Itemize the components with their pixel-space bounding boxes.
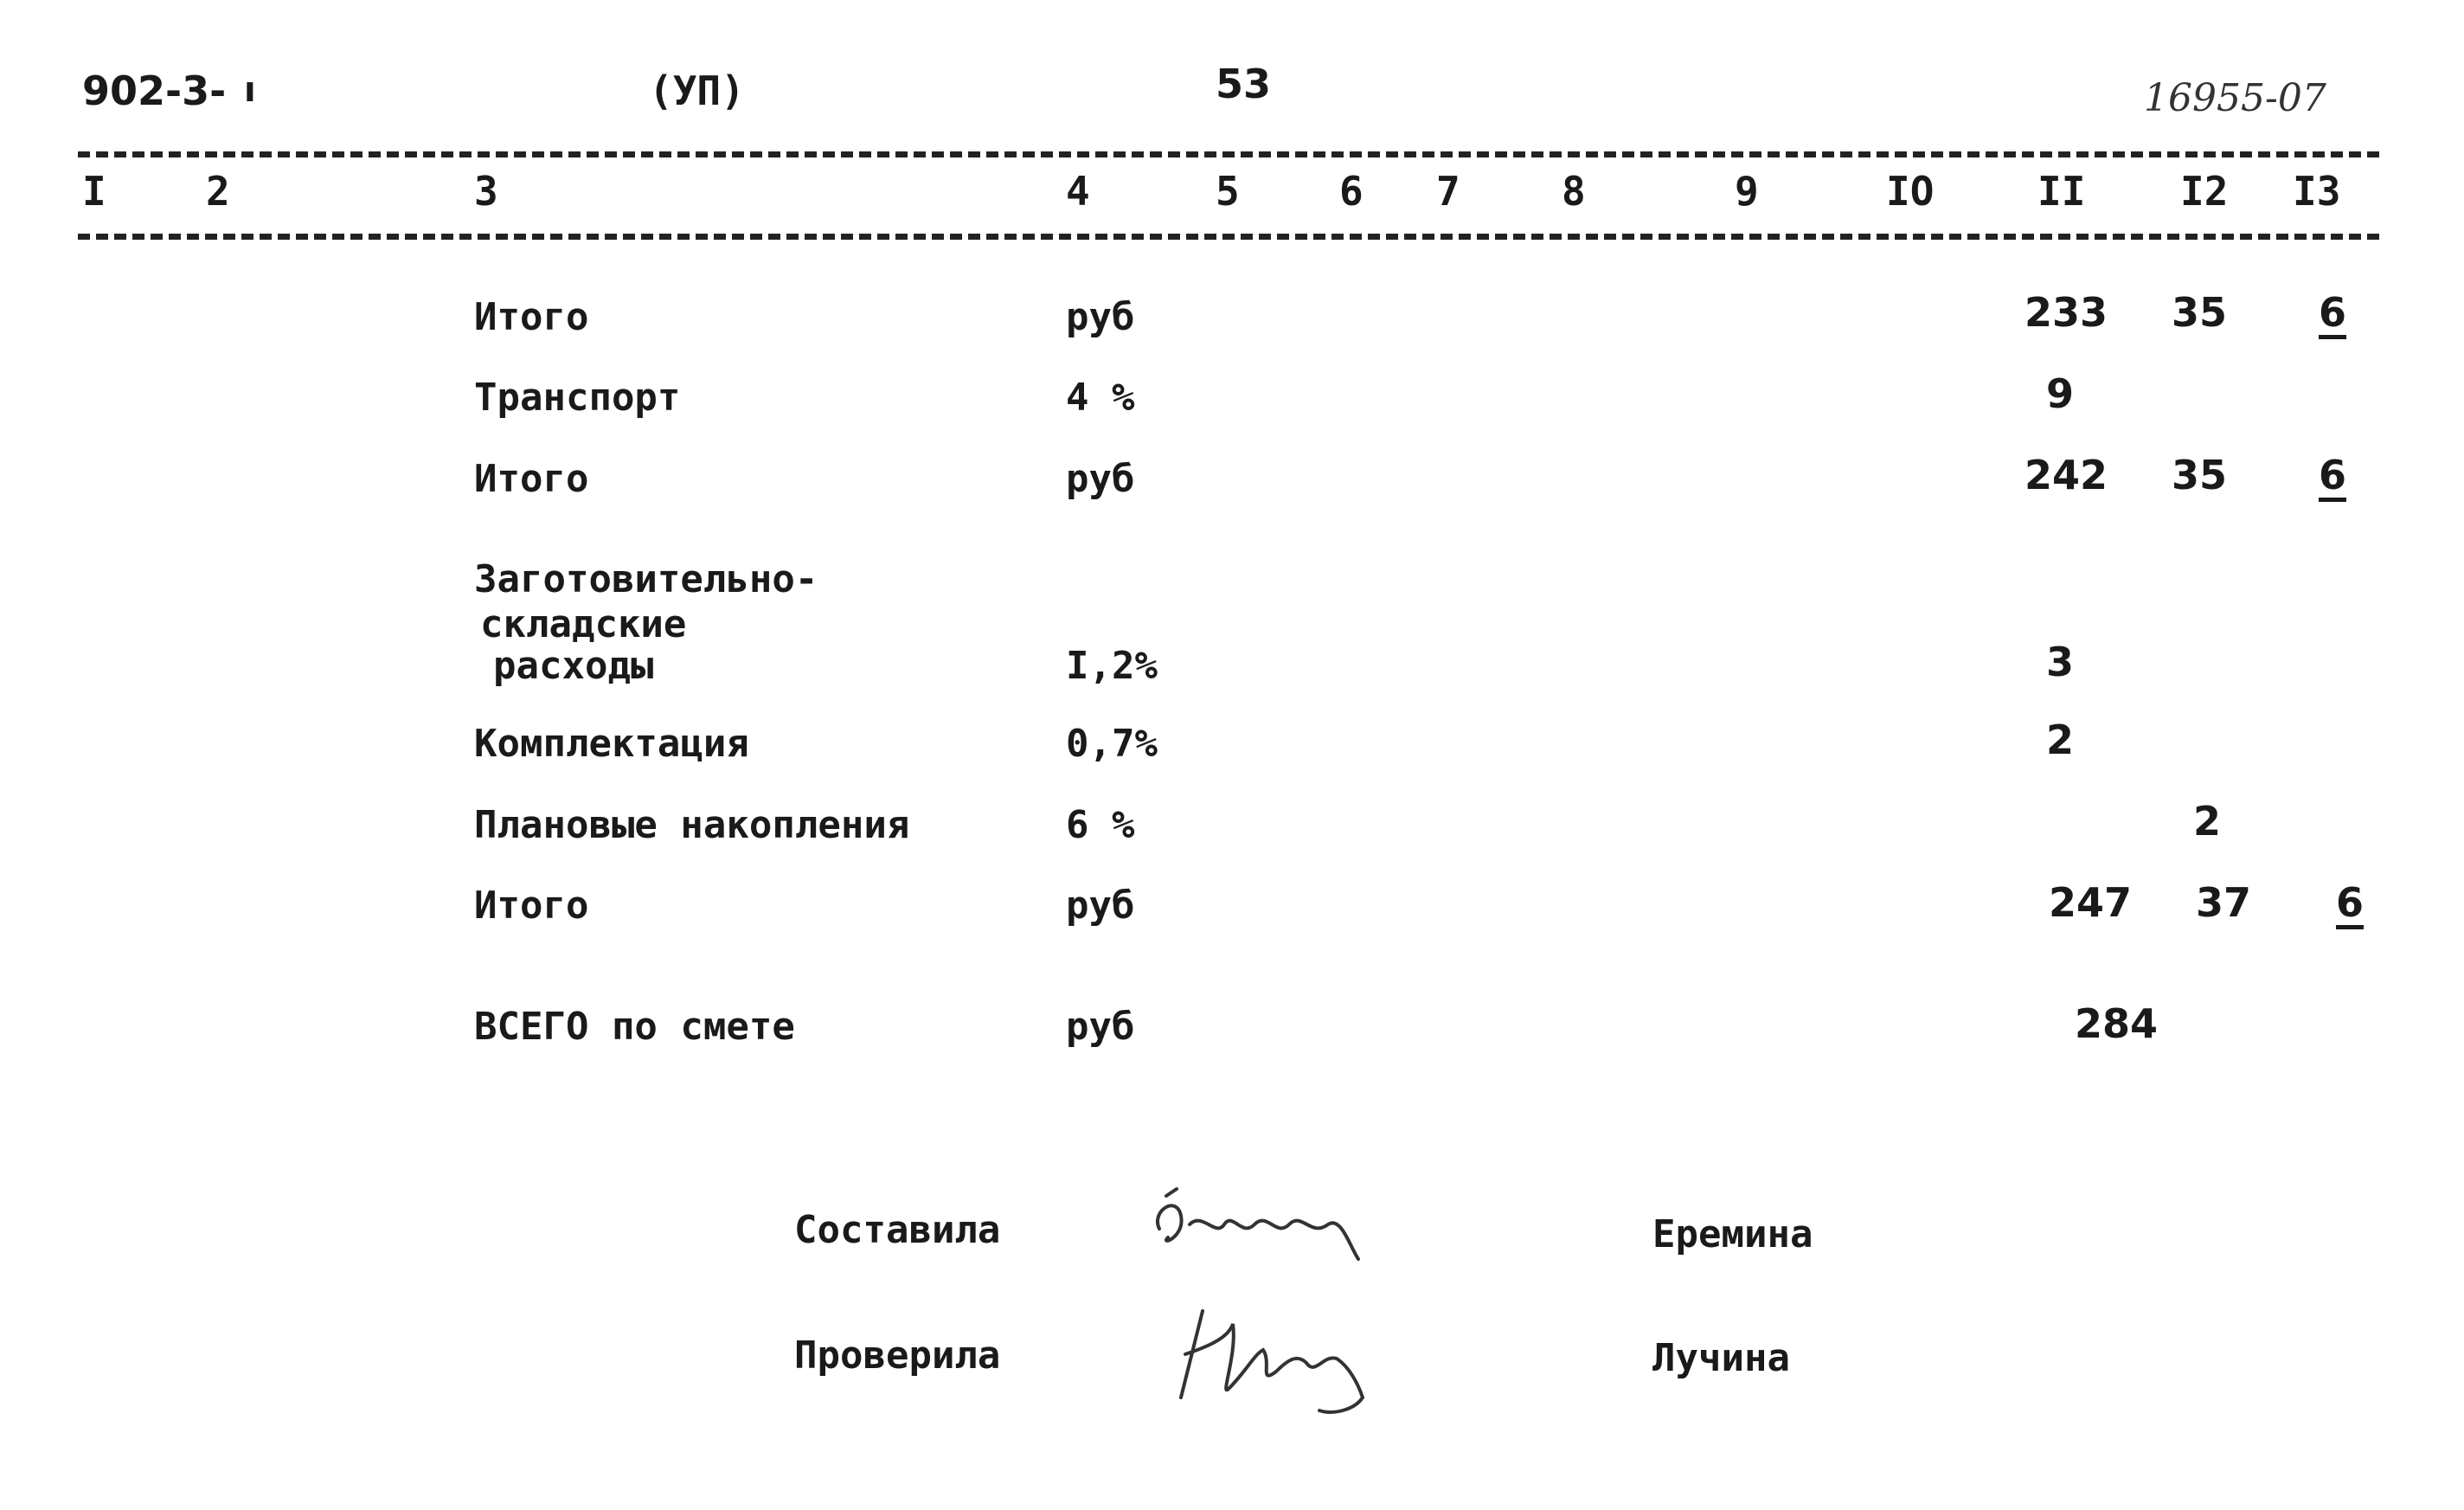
col-header-3: 3 xyxy=(474,168,498,215)
col-header-5: 5 xyxy=(1216,168,1240,215)
col-header-7: 7 xyxy=(1436,168,1460,215)
row-col12: 37 xyxy=(2196,879,2252,926)
col-header-13: I3 xyxy=(2293,168,2341,215)
row-label-line-1: Заготовительно- xyxy=(474,557,818,601)
doc-code: 902-3- xyxy=(82,67,227,114)
row-col13: 6 xyxy=(2319,289,2347,336)
bottom-dashed-rule xyxy=(78,234,2379,240)
col-header-9: 9 xyxy=(1735,168,1759,215)
col-header-2: 2 xyxy=(206,168,230,215)
row-label: Плановые накопления xyxy=(474,803,910,847)
compiler-signature xyxy=(1142,1177,1419,1281)
row-unit: 4 % xyxy=(1066,376,1135,420)
row-col11: 9 xyxy=(2046,370,2075,417)
row-unit: руб xyxy=(1066,457,1135,501)
row-col12: 2 xyxy=(2193,798,2222,845)
row-label: Итого xyxy=(474,457,589,501)
checked-by-label: Проверила xyxy=(794,1333,1001,1378)
top-dashed-rule xyxy=(78,151,2379,157)
total-value: 284 xyxy=(2075,1000,2159,1047)
row-unit: 0,7% xyxy=(1066,722,1158,766)
doc-code-suffix: ı xyxy=(244,70,256,110)
row-col11: 242 xyxy=(2024,452,2108,498)
section-label: (УП) xyxy=(649,67,745,114)
row-col11: 233 xyxy=(2024,289,2108,336)
col-header-12: I2 xyxy=(2180,168,2229,215)
row-label: Итого xyxy=(474,295,589,339)
row-col12: 35 xyxy=(2172,289,2228,336)
row-label-line-2: складские xyxy=(480,602,687,646)
row-col11: 2 xyxy=(2046,716,2075,763)
archive-number: 16955-07 xyxy=(2144,76,2326,120)
col-header-4: 4 xyxy=(1066,168,1090,215)
row-label-line-3: расходы xyxy=(493,644,654,688)
row-col11: 247 xyxy=(2049,879,2133,926)
total-unit: руб xyxy=(1066,1005,1135,1049)
col-header-1: I xyxy=(82,168,106,215)
total-label: ВСЕГО по смете xyxy=(474,1005,795,1049)
checker-name: Лучина xyxy=(1652,1336,1790,1380)
row-unit: руб xyxy=(1066,295,1135,339)
col-header-10: IO xyxy=(1886,168,1935,215)
col-header-11: II xyxy=(2037,168,2086,215)
row-label: Транспорт xyxy=(474,376,681,420)
compiled-by-label: Составила xyxy=(794,1208,1001,1252)
row-unit: руб xyxy=(1066,884,1135,928)
col-header-8: 8 xyxy=(1562,168,1586,215)
page-number: 53 xyxy=(1216,61,1272,107)
row-col12: 35 xyxy=(2172,452,2228,498)
row-unit: 6 % xyxy=(1066,803,1135,847)
row-label: Итого xyxy=(474,884,589,928)
row-col11: 3 xyxy=(2046,639,2075,685)
compiler-name: Еремина xyxy=(1652,1212,1813,1256)
row-col13: 6 xyxy=(2336,879,2365,926)
checker-signature xyxy=(1168,1302,1428,1423)
row-label: Комплектация xyxy=(474,722,749,766)
row-unit: I,2% xyxy=(1066,644,1158,688)
col-header-6: 6 xyxy=(1339,168,1364,215)
row-col13: 6 xyxy=(2319,452,2347,498)
